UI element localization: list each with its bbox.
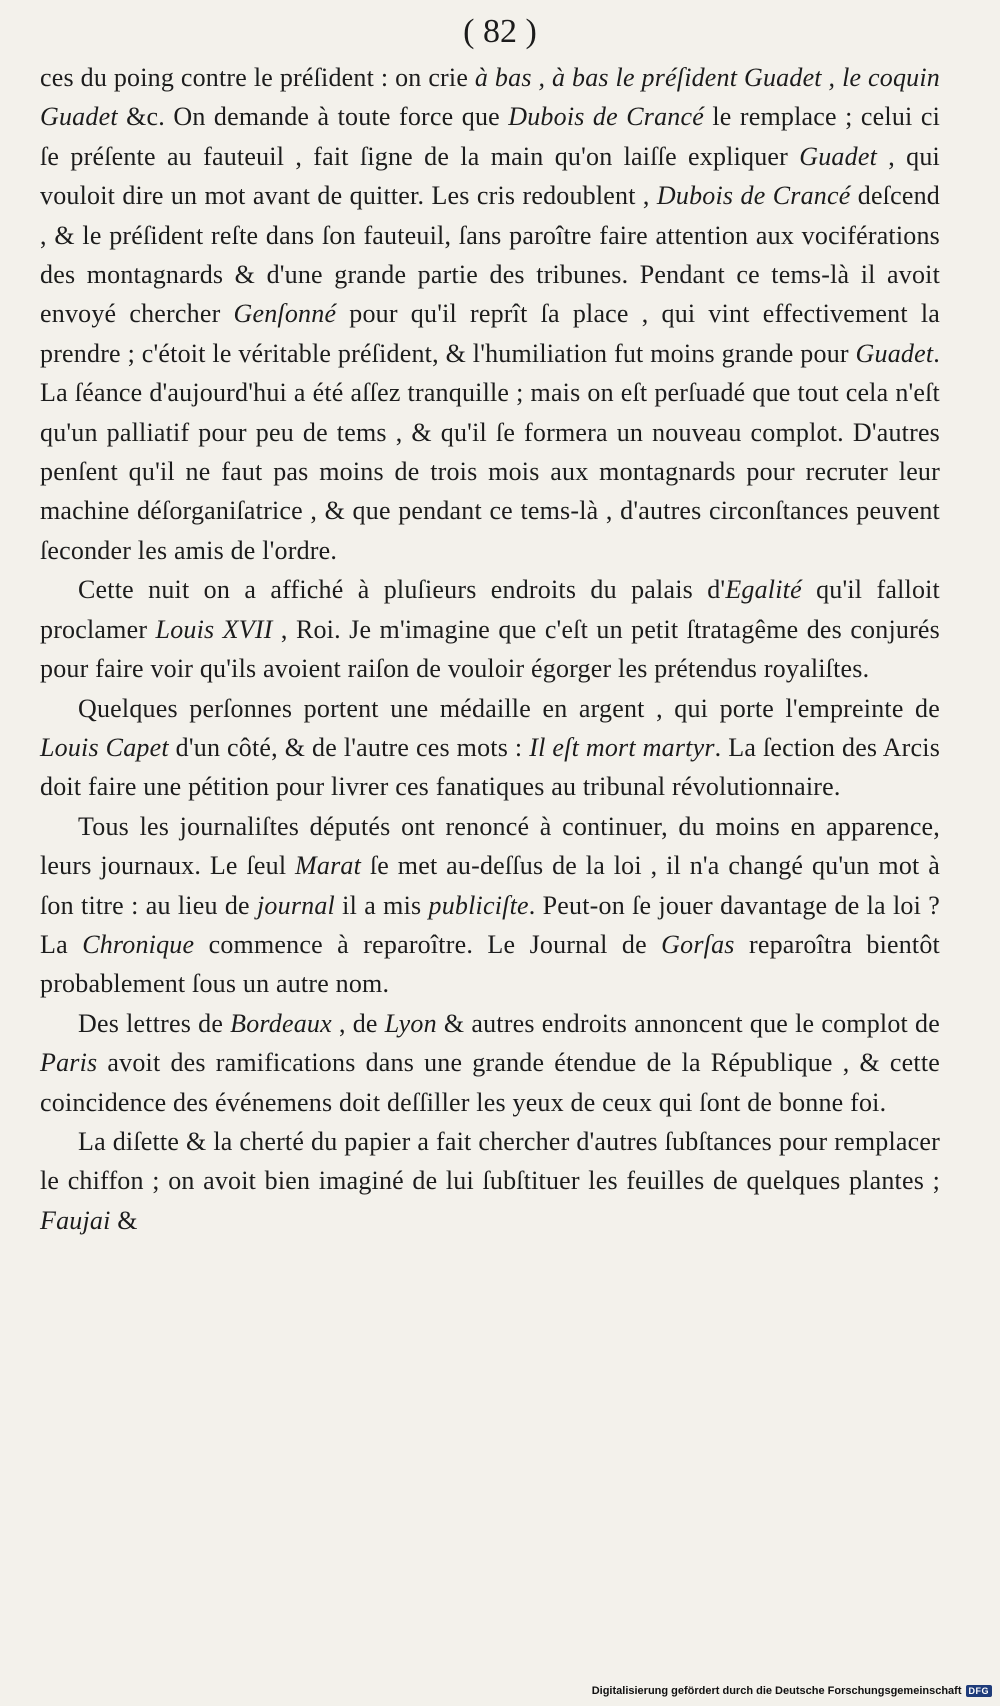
text-run: le remplace ; celui ci ſe préſente au fauteuil , fait ſigne de la main qu'on laiſſe expliquer (40, 102, 940, 171)
text-run: ces du poing contre le préſident : on crie (40, 63, 475, 92)
text-run: reparoîtra bientôt probablement ſous un autre nom. (40, 929, 940, 999)
text-run: , de (331, 1008, 385, 1038)
text-run: il a mis (334, 890, 429, 920)
paragraph-4 (40, 807, 940, 1004)
text-run: . La ſéance d'aujourd'hui a été aſſez tranquille ; mais on eſt perſuadé que tout cela n'eſt qu'un palliatif pour peu de tems , & qu'il ſe formera un nouveau complot. D'autres penſent qu'il ne faut pas moins de trois mois aux montagnards pour recruter leur machine déſorganiſatrice , & que pendant ce tems-là , d'autres circonſtances peuvent ſeconder les amis de l'ordre. (40, 338, 940, 565)
italic-text: Guadet (855, 338, 934, 368)
text-run: . Peut-on ſe jouer davantage de la loi ? La (40, 890, 940, 959)
dfg-logo: DFG (966, 1685, 993, 1697)
text-run: ſe met au-deſſus de la loi , il n'a changé qu'un mot à ſon titre : au lieu de (40, 851, 940, 920)
text-run: qu'il falloit proclamer (40, 575, 940, 644)
italic-text: Guadet (799, 141, 877, 171)
page-number: ( 82 ) (463, 13, 537, 50)
text-run: Des lettres de (78, 1008, 231, 1038)
text-run: , qui vouloit dire un mot avant de quitter. Les cris redoublent , (40, 141, 940, 211)
paragraph-6 (40, 1122, 940, 1240)
text-run: La diſette & la cherté du papier a fait chercher d'autres ſubſtances pour remplacer le chiffon ; on avoit bien imaginé de lui ſubſtituer les feuilles de quelques plantes ; (40, 1126, 940, 1196)
italic-text: Dubois de Crancé (508, 102, 704, 132)
digitization-footer (592, 1682, 992, 1700)
text-run: & autres endroits annoncent que le complot de (436, 1008, 940, 1038)
italic-text: Chronique (82, 929, 195, 959)
italic-text: Marat (295, 851, 362, 881)
paragraph-3 (40, 689, 940, 807)
text-run: Tous les journaliſtes députés ont renoncé à continuer, du moins en apparence, leurs journaux. Le ſeul (40, 811, 940, 881)
paragraph-2 (40, 570, 940, 688)
italic-text: Louis Capet (40, 732, 169, 762)
text-run: & (110, 1205, 138, 1235)
italic-text: Il eſt mort martyr (529, 732, 715, 762)
text-run: , Roi. Je m'imagine que c'eſt un petit ſtratagême des conjurés pour faire voir qu'ils avoient raiſon de vouloir égorger les prétendus royaliſtes. (40, 614, 940, 684)
italic-text: Lyon (384, 1008, 437, 1038)
text-run: Cette nuit on a affiché à pluſieurs endroits du palais d' (78, 575, 726, 605)
italic-text: Louis XVII (155, 614, 273, 644)
text-run: deſcend , & le préſident reſte dans ſon fauteuil, ſans paroître faire attention aux vociférations des montagnards & d'une grande partie des tribunes. Pendant ce tems-là il avoit envoyé chercher (40, 181, 940, 329)
italic-text: Genſonné (233, 299, 337, 329)
text-run: Quelques perſonnes portent une médaille en argent , qui porte l'empreinte de (78, 693, 940, 723)
italic-text: Egalité (725, 575, 802, 605)
text-run: avoit des ramifications dans une grande étendue de la République , & cette coincidence des événemens doit deſſiller les yeux de ceux qui ſont de bonne foi. (40, 1048, 940, 1117)
footer-credit: Digitalisierung gefördert durch die Deutsche Forschungsgemeinschaft (591, 1685, 962, 1697)
text-run: . La ſection des Arcis doit faire une pétition pour livrer ces fanatiques au tribunal révolutionnaire. (40, 732, 941, 802)
text-run: commence à reparoître. Le Journal de (194, 929, 662, 959)
body-text (40, 58, 940, 1240)
text-run: d'un côté, & de l'autre ces mots : (168, 732, 530, 762)
text-run: &c. On demande à toute force que (117, 102, 509, 132)
paragraph-1 (40, 58, 940, 570)
text-run: pour qu'il reprît ſa place , qui vint effectivement la prendre ; c'étoit le véritable préſident, & l'humiliation fut moins grande pour (40, 299, 941, 368)
italic-text: Bordeaux (230, 1008, 332, 1038)
italic-text: Faujai (40, 1205, 111, 1235)
italic-text: publiciſte (428, 890, 529, 920)
italic-text: à bas , à bas le préſident Guadet , le coquin Guadet (40, 63, 941, 132)
italic-text: Paris (40, 1048, 98, 1078)
italic-text: Dubois de Crancé (656, 181, 851, 211)
paragraph-5 (40, 1004, 940, 1122)
italic-text: journal (257, 890, 335, 920)
italic-text: Gorſas (661, 929, 735, 959)
